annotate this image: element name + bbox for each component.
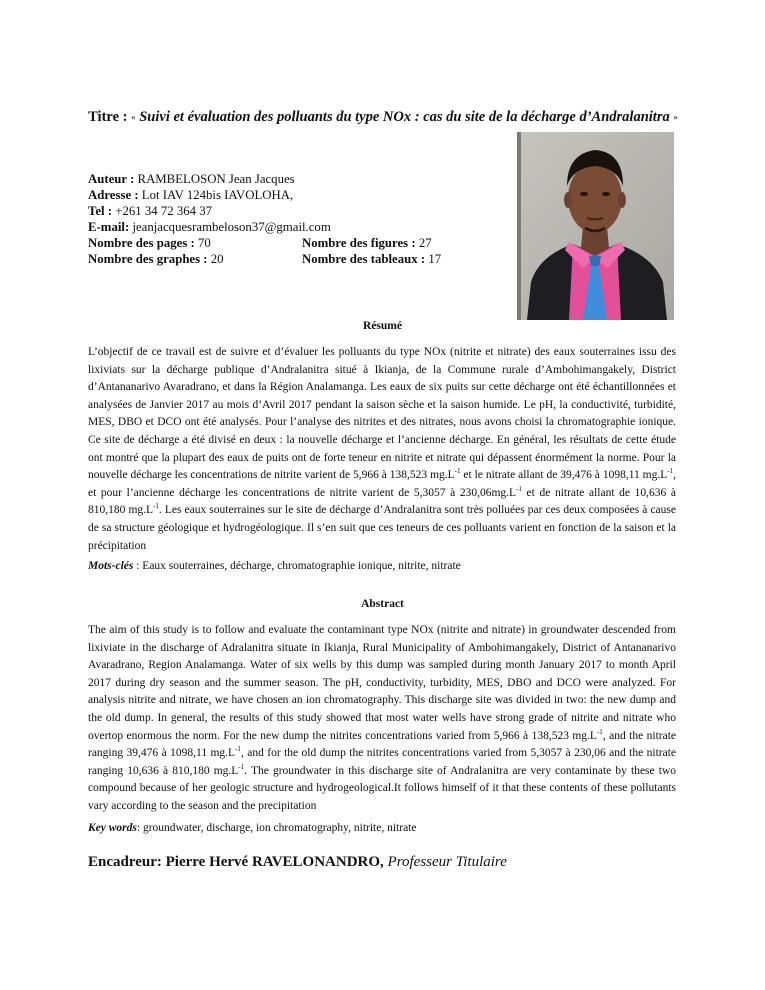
title-label: Titre : (88, 109, 128, 125)
mots-cles-label: Mots-clés (88, 560, 134, 572)
figures-value: 27 (418, 235, 432, 250)
pages-label: Nombre des pages : (88, 235, 195, 250)
title-close-quote: » (673, 112, 678, 122)
key-words-label: Key words (88, 822, 137, 834)
encadreur (88, 854, 507, 871)
mots-cles (88, 560, 461, 572)
abstract-paragraph: The aim of this study is to follow and evaluate the contaminant type NOx (nitrite and nitrate) in groundwater descended from lixiviate in the discharge of Adralanitra situate in Ikianja, Rural Municipality of Ambohimangakely, District of Antananarivo Avaradrano, Region Analamanga. Water of six wells by this dump was sampled during month January 2017 to month April 2017 during dry season and the summer season. The pH, conductivity, turbidity, MES, DBO and DCO were analyzed. For analysis nitrite and nitrate, we have chosen an ion chromatography. This discharge site was divided in two: the new dump and the old dump. In general, the results of this study showed that most water wells have strong grade of nitrite and nitrate who overtop enormous the norm. For the new dump the nitrites concentrations varied from 5,966 à 138,523 $mg.L^{-1}$, and the nitrate ranging 39,476 à 1098,11 $mg.L^{-1}$, and for the old dump the nitrites concentrations varied from 5,3057 à 230,06 and the nitrate ranging 10,636 à 810,180 $mg.L^{-1}$. The groundwater in this discharge site of Andralanitra are very contaminate by these two compound because of her geologic structure and hydrogeological.It follows himself of it that these contents of these pollutants vary according to the season and the precipitation (88, 624, 677, 812)
key-words-text: : groundwater, discharge, ion chromatography, nitrite, nitrate (136, 822, 417, 834)
auteur-label: Auteur : (88, 172, 135, 186)
resume-paragraph: L’objectif de ce travail est de suivre et d’évaluer les polluants du type NOx (nitrite et nitrate) des eaux souterraines issu des lixiviats sur la décharge publique d’Andralanitra situé à Ikianja, de la Commune rurale d’Ambohimangakely, District d’Antananarivo Avaradrano, et dans la Région Analamanga. Les eaux de six puits sur cette décharge ont été échantillonnées et analysées de Janvier 2017 au mois d’Avril 2017 pendant la saison sèche et la saison humide. Le pH, la conductivité, turbidité, MES, DBO et DCO ont été analysés. Pour l’analyse des nitrites et des nitrates, nous avons choisi la chromatographie ionique. Ce site de décharge a été divisé en deux : la nouvelle décharge et l’ancienne décharge. En général, les résultats de cette étude ont montré que la plupart des eaux de puits ont de forte teneur en nitrite et nitrate qui dépassent énormément la norme. Pour la nouvelle décharge les concentrations de nitrite varient de 5,966 à 138,523 $mg.L^{-1}$ et le nitrate allant de 39,476 à 1098,11 $mg.L^{-1}$, et pour l’ancienne décharge les concentrations de nitrite varient de 5,3057 à $230,06mg.L^{-1}$ et de nitrate allant de 10,636 à 810,180 $mg.L^{-1}$. Les eaux souterraines sur le site de décharge d’Andralanitra sont très polluées par ces deux composées à cause de sa structure géologique et hydrogéologique. Il s’en suit que ces teneurs de ces polluants varient en fonction de la saison et la précipitation (88, 346, 677, 552)
abstract-heading: Abstract (361, 598, 404, 610)
author-portrait-image (517, 132, 674, 320)
adresse-label: Adresse : (88, 187, 139, 202)
title-text: Suivi et évaluation des polluants du type NOx : cas du site de la décharge d’Andralanitra (139, 109, 670, 125)
auteur-value: RAMBELOSON Jean Jacques (137, 172, 295, 186)
encadreur-role: Professeur Titulaire (387, 854, 507, 870)
encadreur-name: Encadreur: Pierre Hervé RAVELONANDRO, (88, 854, 384, 870)
figures-label: Nombre des figures : (302, 235, 416, 250)
key-words (88, 822, 416, 834)
tel-label: Tel : (88, 203, 113, 218)
tableaux-label: Nombre des tableaux : (302, 251, 426, 266)
resume-heading: Résumé (363, 320, 402, 332)
title-open-quote: « (131, 112, 136, 122)
tableaux-value: 17 (428, 251, 442, 266)
mots-cles-text: : Eaux souterraines, décharge, chromatographie ionique, nitrite, nitrate (133, 560, 461, 572)
email-value: jeanjacquesrambeloson37@gmail.com (132, 219, 331, 234)
document-title (88, 107, 678, 128)
graphes-value: 20 (210, 251, 224, 266)
author-photo (517, 132, 674, 320)
author-info (88, 172, 442, 267)
graphes-label: Nombre des graphes : (88, 251, 208, 266)
email-label: E-mail: (88, 219, 130, 234)
tel-value: +261 34 72 364 37 (115, 203, 213, 218)
adresse-value: Lot IAV 124bis IAVOLOHA, (141, 187, 294, 202)
pages-value: 70 (197, 235, 211, 250)
